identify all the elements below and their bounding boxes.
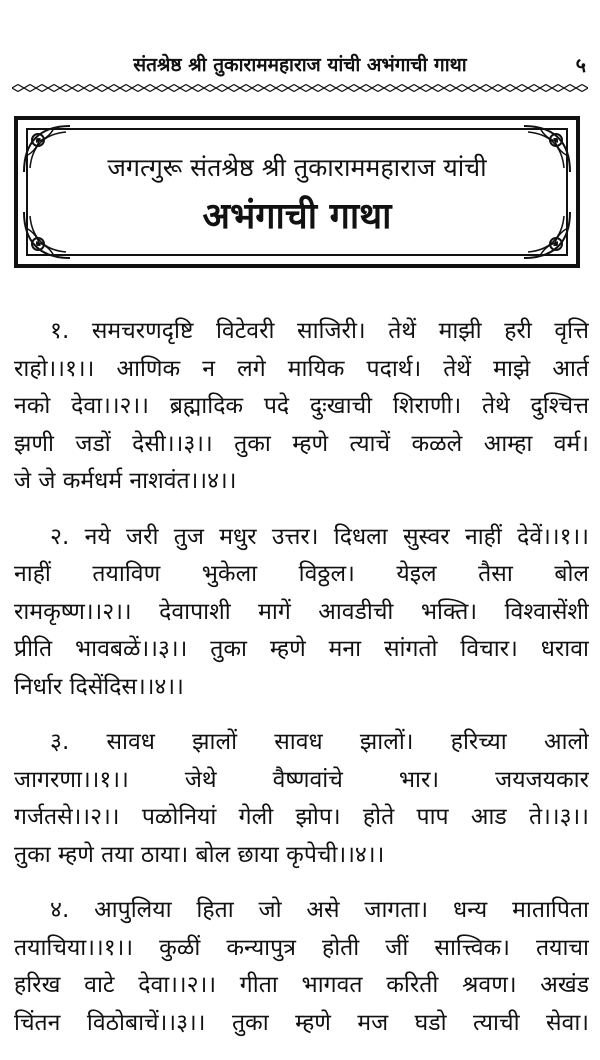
verse-line: निर्धार दिसेंदिस।।४।।	[14, 673, 184, 700]
running-title: संतश्रेष्ठ श्री तुकाराममहाराज यांची अभंगाची गाथा	[133, 54, 467, 76]
verse-line: तयाचिया।।१।। कुळीं कन्यापुत्र होती जीं सात्त्विक। तयाचा	[14, 934, 589, 961]
title-box-subtitle: जगत्गुरू संतश्रेष्ठ श्री तुकाराममहाराज यांची	[107, 153, 487, 182]
verse-line: राहो।।१।। आणिक न लगे मायिक पदार्थ। तेथें माझे आर्त	[14, 355, 589, 382]
abhang-2	[14, 519, 589, 707]
verse-line: ४. आपुलिया हिता जो असे जागता। धन्य मातापिता	[50, 897, 589, 923]
title-box-title: अभंगाची गाथा	[202, 196, 392, 237]
verse-line: तुका म्हणे तया ठाया। बोल छाया कृपेची।।४।।	[14, 841, 385, 868]
abhang-list	[14, 313, 589, 1060]
verse-line: ३. सावध झालों सावध झालों। हरिच्या आलो	[50, 729, 589, 755]
verse-line: प्रीति भावबळें।।३।। तुका म्हणे मना सांगतो विचार। धरावा	[14, 636, 589, 662]
verse-line: नाहीं तयाविण भुकेला विठ्ठल। येइल तैसा बोल	[14, 561, 589, 587]
verse-line: रामकृष्ण।।२।। देवापाशी मागें आवडीची भक्ति। विश्वासेंशी	[14, 598, 589, 625]
verse-line: जे जे कर्मधर्म नाशवंत।।४।।	[14, 468, 237, 494]
abhang-3	[14, 724, 589, 874]
verse-line: गर्जतसे।।२।। पळोनियां गेली झोप। होते पाप आड ते।।३।।	[14, 804, 589, 830]
verse-line: नको देवा।।२।। ब्रह्मादिक पदे दुःखाची शिराणी। तेथे दुश्चित्त	[14, 393, 589, 419]
verse-line: झणी जडों देसी।।३।। तुका म्हणे त्याचें कळले आम्हा वर्म।	[14, 430, 589, 457]
ornament-rule	[12, 84, 588, 92]
verse-line: १. समचरणदृष्टि विटेवरी साजिरी। तेथें माझी हरी वृत्ति	[50, 318, 589, 344]
verse-line: जागरणा।।१।। जेथे वैष्णवांचे भार। जयजयकार	[14, 766, 589, 793]
title-frame	[14, 116, 580, 268]
running-header	[0, 50, 600, 80]
abhang-1	[14, 313, 589, 501]
verse-line: हरिख वाटे देवा।।२।। गीता भागवत करिती श्रवण। अखंड	[14, 972, 589, 998]
verse-line: चिंतन विठोबाचें।।३।। तुका म्हणे मज घडो त्याची सेवा।	[14, 1009, 589, 1036]
page-number: ५	[575, 53, 586, 77]
verse-line: २. नये जरी तुज मधुर उत्तर। दिधला सुस्वर नाहीं देवें।।१।।	[50, 523, 589, 550]
abhang-4	[14, 892, 589, 1042]
